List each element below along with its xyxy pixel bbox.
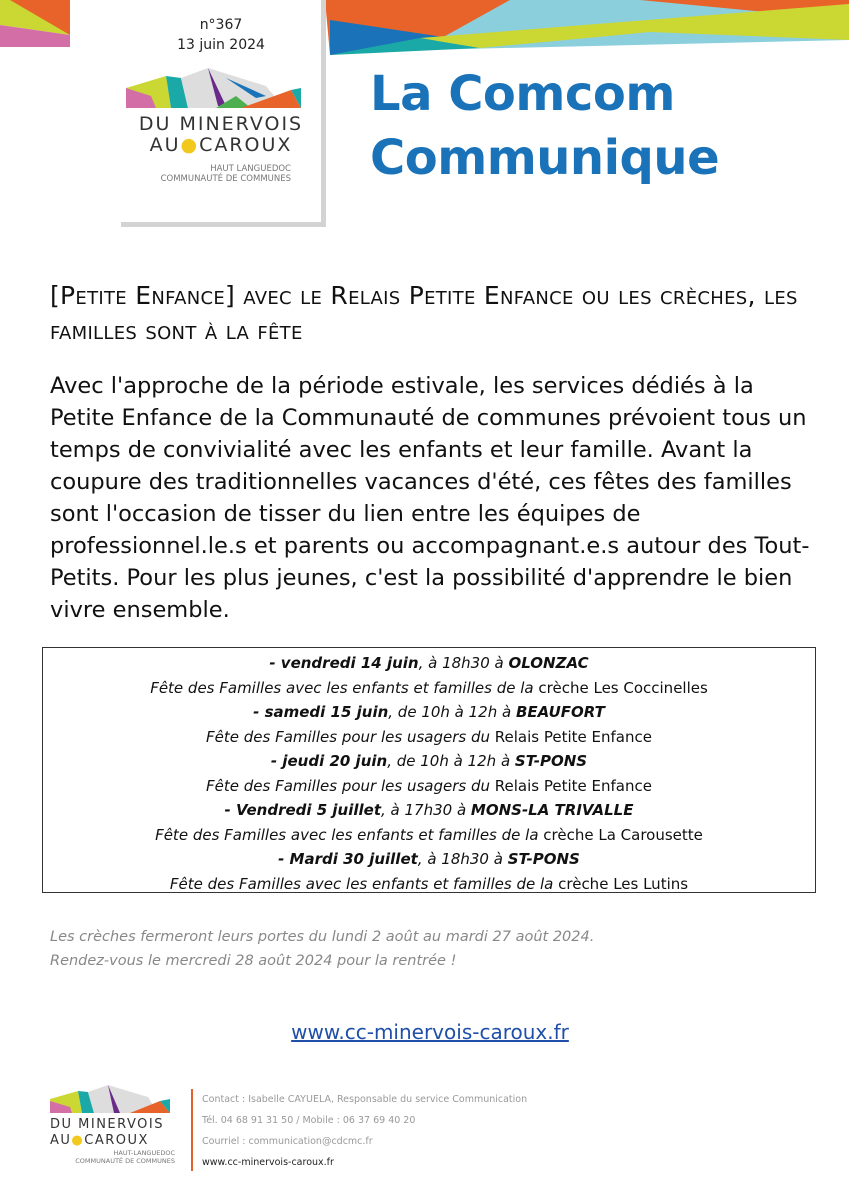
footer-contact	[202, 1089, 527, 1173]
newsletter-title: La Comcom Communique	[370, 66, 720, 186]
event-description: Fête des Familles pour les usagers du Relais Petite Enfance	[206, 727, 652, 746]
logo-sub2: COMMUNAUTÉ DE COMMUNES	[160, 174, 291, 184]
event-heading: - Vendredi 5 juillet, à 17h30 à MONS-LA TRIVALLE	[224, 801, 634, 819]
contact-email[interactable]: Courriel : communication@cdcmc.fr	[202, 1136, 373, 1147]
mountain-logo-icon	[126, 68, 301, 108]
logo-sub1: HAUT LANGUEDOC	[210, 164, 291, 174]
footer-logo: DU MINERVOIS AU●CAROUX HAUT-LANGUEDOC COMMUNAUTÉ DE COMMUNES	[50, 1085, 175, 1165]
article-body: Avec l'approche de la période estivale, les services dédiés à la Petite Enfance de la Communauté de communes prévoient tous un temps de convivialité avec les enfants et leur famille. Avant la coupure des traditionnelles vacances d'été, ces fêtes des familles sont l'occasion de tisser du lien entre les équipes de professionnel.le.s et parents ou accompagnant.e.s autour des Tout-Petits. Pour les plus jeunes, c'est la possibilité d'apprendre le bien vivre ensemble.	[50, 373, 810, 623]
event-description: Fête des Familles pour les usagers du Relais Petite Enfance	[206, 776, 652, 795]
header-logo-block	[121, 0, 326, 227]
contact-name: Contact : Isabelle CAYUELA, Responsable du service Communication	[202, 1094, 528, 1105]
event-description: Fête des Familles avec les enfants et familles de la crèche Les Lutins	[169, 874, 689, 893]
events-box	[42, 647, 816, 893]
footer-website-link[interactable]: www.cc-minervois-caroux.fr	[202, 1157, 334, 1168]
issue-number: n°367	[199, 17, 243, 33]
mountain-logo-icon	[50, 1085, 170, 1113]
website-link[interactable]: www.cc-minervois-caroux.fr	[291, 1020, 569, 1044]
article-headline: [Petite Enfance] avec le Relais Petite Enfance ou les crèches, les familles sont à la fête	[50, 281, 798, 345]
event-description: Fête des Familles avec les enfants et familles de la crèche La Carousette	[155, 825, 703, 844]
logo-line1: DU MINERVOIS	[138, 113, 304, 135]
event-heading: - vendredi 14 juin, à 18h30 à OLONZAC	[269, 654, 589, 672]
event-heading: - samedi 15 juin, de 10h à 12h à BEAUFORT	[253, 703, 605, 721]
contact-phone: Tél. 04 68 91 31 50 / Mobile : 06 37 69 40 20	[202, 1115, 416, 1126]
logo-line2: AU●CAROUX	[149, 134, 293, 156]
event-heading: - jeudi 20 juin, de 10h à 12h à ST-PONS	[270, 752, 588, 770]
closing-note: Les crèches fermeront leurs portes du lundi 2 août au mardi 27 août 2024. Rendez-vous le mercredi 28 août 2024 pour la rentrée !	[50, 929, 595, 969]
issue-date: 13 juin 2024	[177, 37, 265, 53]
event-description: Fête des Familles avec les enfants et familles de la crèche Les Coccinelles	[150, 678, 708, 697]
footer-divider	[191, 1089, 193, 1171]
event-heading: - Mardi 30 juillet, à 18h30 à ST-PONS	[278, 850, 580, 868]
